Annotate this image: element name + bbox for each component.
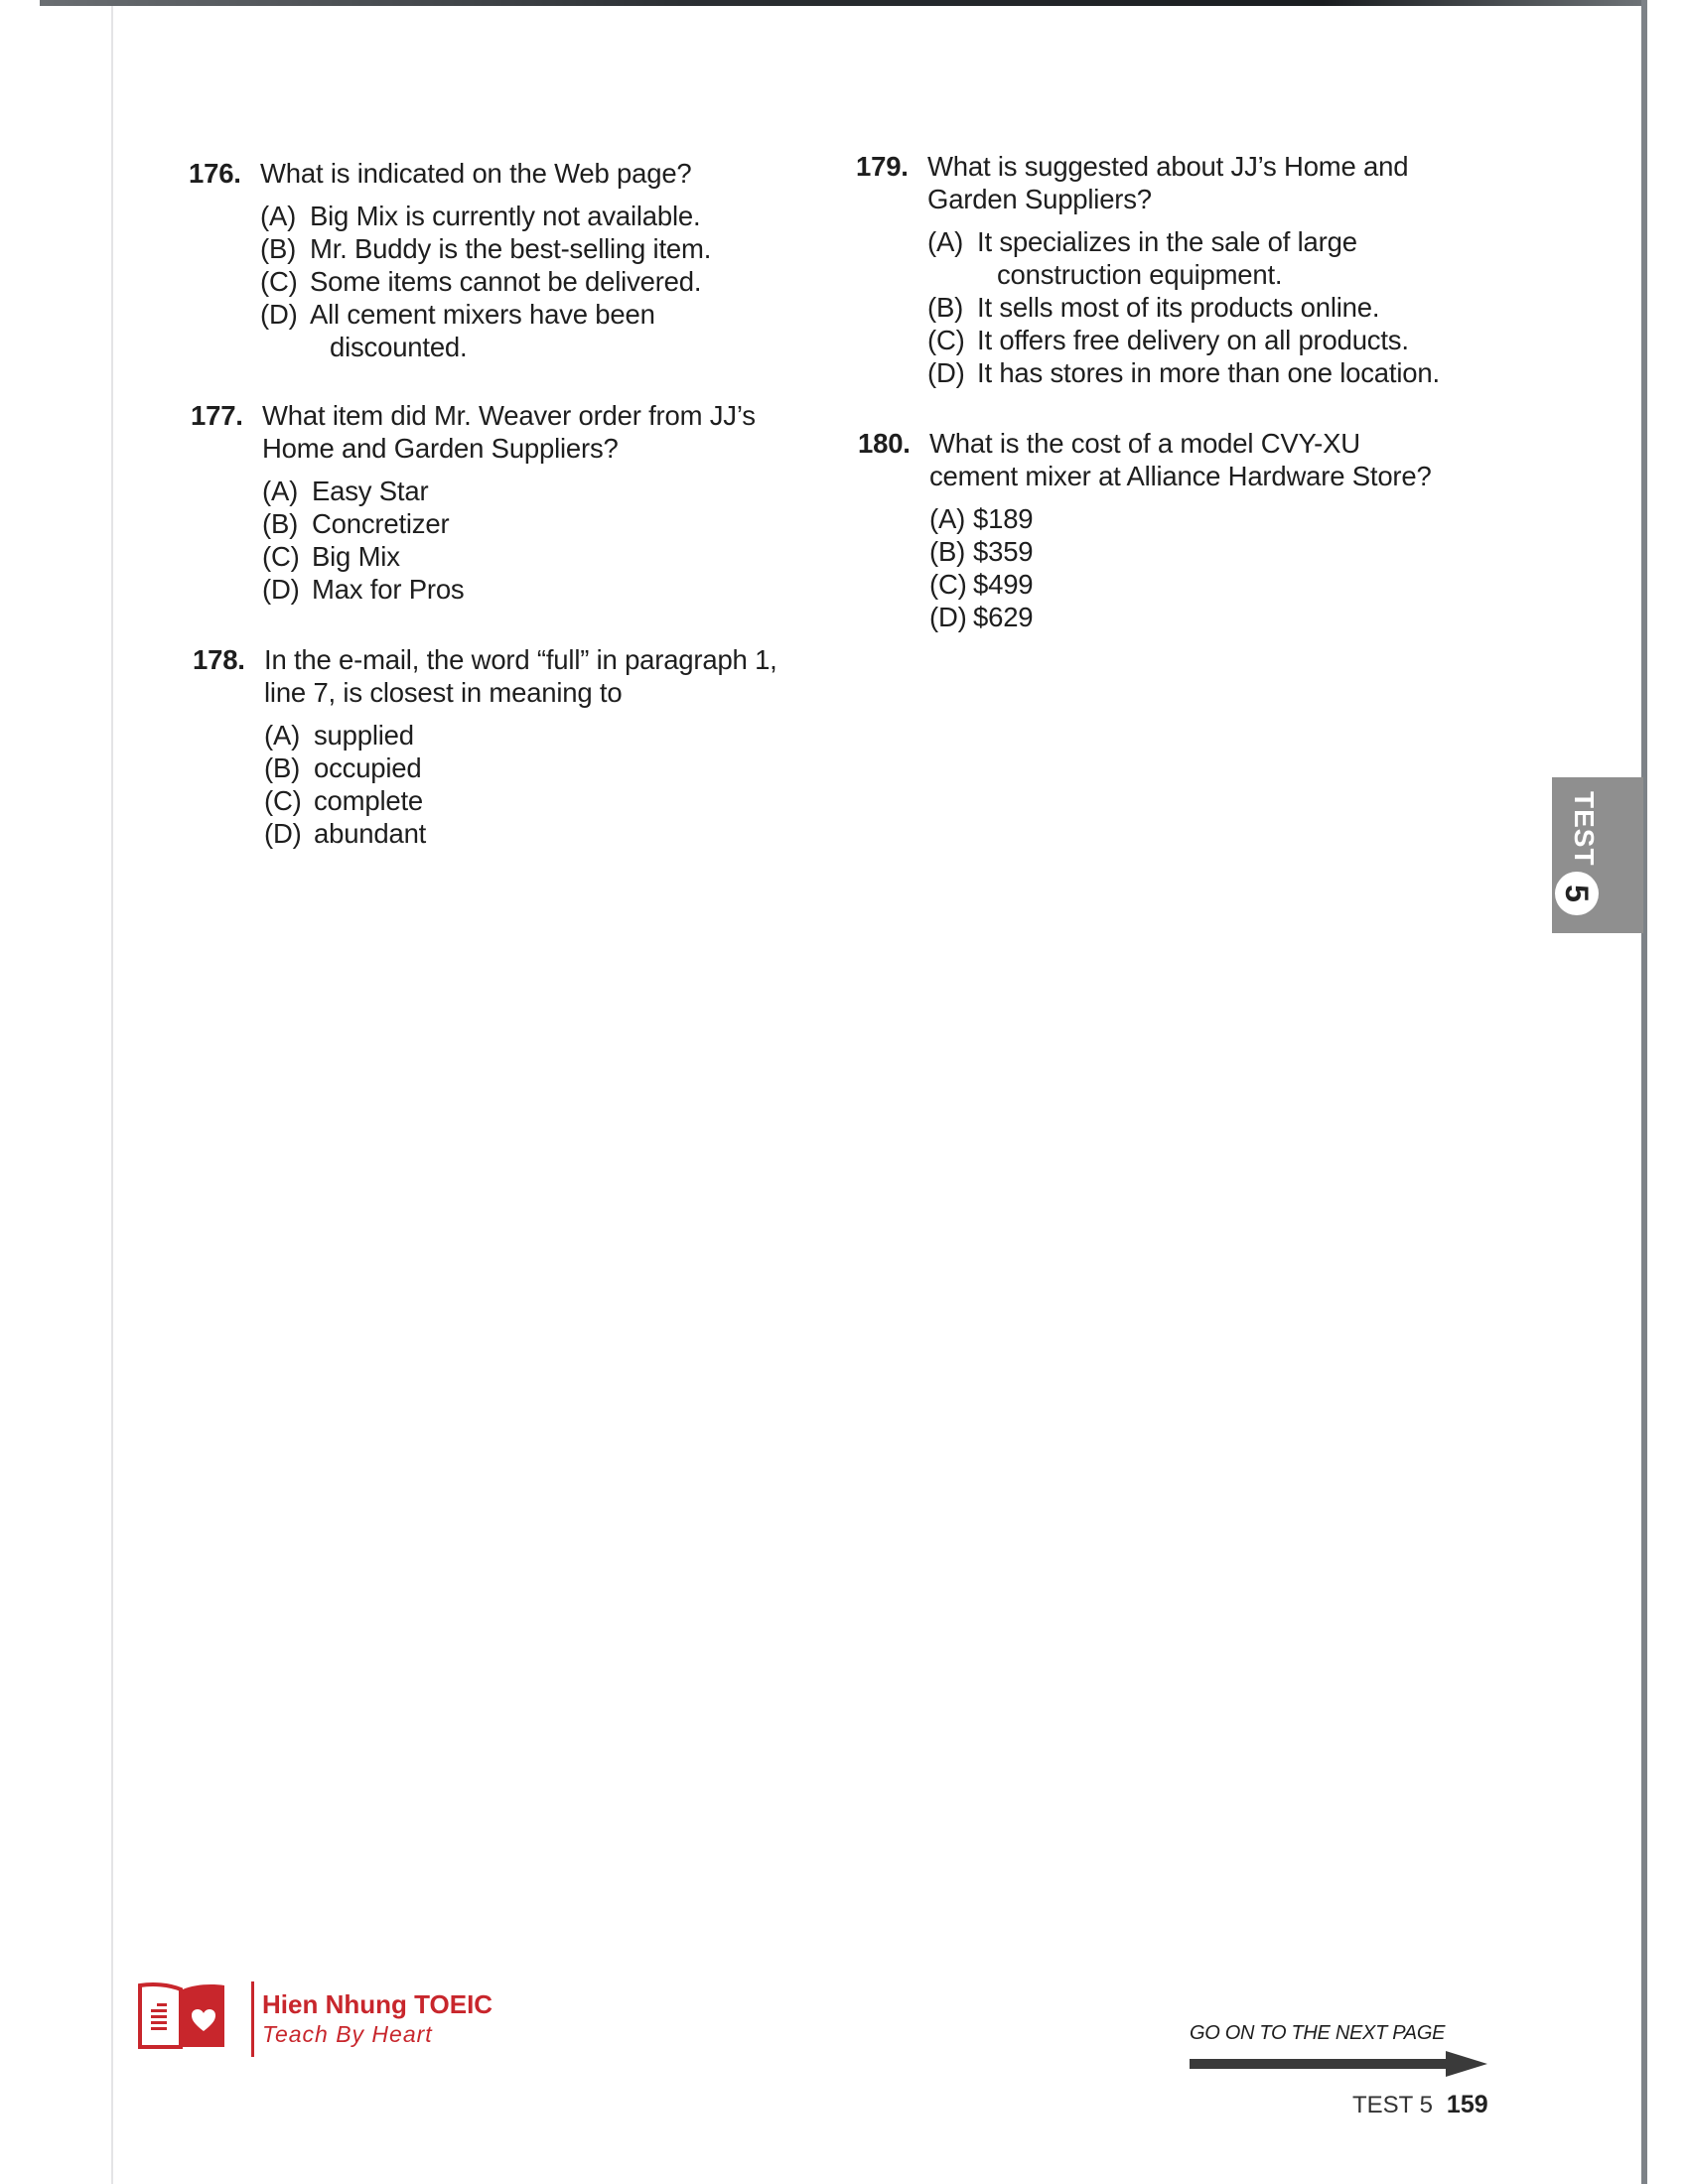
option-a[interactable]: (A) Big Mix is currently not available. [260, 201, 701, 231]
option-a[interactable]: (A) It specializes in the sale of large construction equipment. [927, 226, 1357, 290]
test-label: TEST 5 [1352, 2092, 1433, 2118]
page-number: 159 [1446, 2091, 1488, 2118]
logo-subtitle: Teach By Heart [262, 2021, 433, 2047]
option-c[interactable]: (C) Big Mix [262, 541, 400, 572]
book-heart-icon [137, 1981, 226, 2051]
option-b[interactable]: (B) occupied [264, 752, 422, 783]
question-stem-line-2: Home and Garden Suppliers? [262, 433, 619, 464]
question-number: 177. [191, 400, 243, 431]
page-footer [1352, 2091, 1488, 2119]
logo-title: Hien Nhung TOEIC [262, 1989, 493, 2019]
question-number: 178. [193, 644, 245, 675]
option-d[interactable]: (D) It has stores in more than one location. [927, 357, 1440, 388]
question-stem: What is indicated on the Web page? [260, 158, 692, 189]
arrow-right-icon [1190, 2051, 1487, 2077]
option-a[interactable]: (A) $189 [929, 503, 1034, 534]
option-c[interactable]: (C) Some items cannot be delivered. [260, 266, 702, 297]
option-c[interactable]: (C) complete [264, 785, 423, 816]
option-b[interactable]: (B) Mr. Buddy is the best-selling item. [260, 233, 712, 264]
question-stem-line-1: What is the cost of a model CVY-XU [929, 428, 1360, 459]
option-d[interactable]: (D) Max for Pros [262, 574, 465, 605]
option-a[interactable]: (A) Easy Star [262, 476, 429, 506]
option-d[interactable]: (D) $629 [929, 602, 1034, 632]
question-178 [193, 643, 848, 850]
option-d[interactable]: (D) abundant [264, 818, 427, 849]
question-number: 176. [189, 158, 241, 189]
page-right-edge [1641, 0, 1647, 2184]
question-stem-line-2: line 7, is closest in meaning to [264, 677, 623, 708]
option-b[interactable]: (B) $359 [929, 536, 1034, 567]
question-180 [858, 427, 1503, 633]
scan-top-edge [40, 0, 1643, 6]
side-tab-number-badge: 5 [1555, 872, 1599, 915]
option-c[interactable]: (C) It offers free delivery on all products. [927, 325, 1409, 355]
option-a[interactable]: (A) supplied [264, 720, 414, 751]
next-page-text: GO ON TO THE NEXT PAGE [1190, 2022, 1446, 2044]
side-tab-label: TEST [1569, 791, 1600, 867]
question-number: 179. [856, 151, 909, 182]
page-left-edge [111, 6, 113, 2184]
option-d[interactable]: (D) All cement mixers have been discounted. [260, 299, 655, 362]
question-stem-line-1: What is suggested about JJ’s Home and [927, 151, 1409, 182]
question-stem-line-1: What item did Mr. Weaver order from JJ’s [262, 400, 756, 431]
option-b[interactable]: (B) Concretizer [262, 508, 450, 539]
question-number: 180. [858, 428, 911, 459]
question-176 [189, 157, 834, 363]
option-c[interactable]: (C) $499 [929, 569, 1034, 600]
question-stem-line-2: Garden Suppliers? [927, 184, 1152, 214]
question-stem-line-2: cement mixer at Alliance Hardware Store? [929, 461, 1432, 491]
option-b[interactable]: (B) It sells most of its products online. [927, 292, 1380, 323]
question-stem-line-1: In the e-mail, the word “full” in paragraph 1, [264, 644, 777, 675]
logo-divider [251, 1981, 254, 2057]
question-179 [856, 150, 1501, 389]
question-177 [191, 399, 836, 606]
